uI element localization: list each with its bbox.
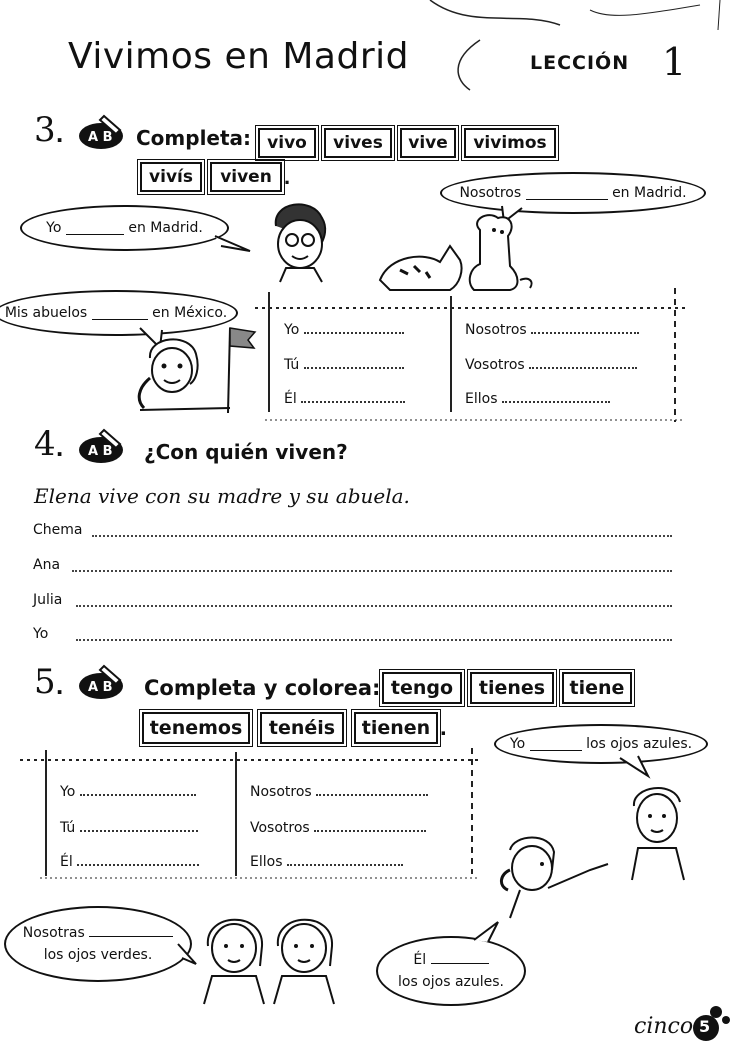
word-box-tienen: tienen [354, 712, 438, 744]
word-box-tienes: tienes [470, 672, 554, 704]
exercise-4-dot: . [56, 432, 64, 462]
bubble-tail [620, 756, 660, 780]
answer-label-ana: Ana [33, 557, 61, 573]
girl-with-flag-illustration [130, 318, 250, 418]
answer-label-yo: Yo [33, 626, 49, 642]
word-box-vivo: vivo [258, 128, 316, 158]
table-row: Vosotros [250, 818, 426, 836]
lesson-number: 1 [662, 40, 687, 84]
table-row: Él [60, 852, 199, 870]
answer-label-julia: Julia [33, 592, 63, 608]
table-row: Ellos [250, 852, 403, 870]
lesson-label: LECCIÓN [530, 52, 630, 74]
two-girls-illustration [200, 906, 340, 1006]
page-title: Vivimos en Madrid [68, 36, 409, 77]
exercise-5-heading: Completa y colorea: [144, 676, 381, 700]
exercise-5-dot: . [56, 670, 64, 700]
word-box-teneis: tenéis [260, 712, 344, 744]
boy-illustration [262, 198, 342, 288]
table-row: Yo [60, 782, 196, 800]
bubble-tail [474, 922, 504, 952]
bubble-tail [215, 236, 255, 256]
pencil-abc-icon [76, 662, 126, 702]
speech-bubble-yo: Yo en Madrid. [20, 205, 229, 251]
exercise-4-number: 4 [34, 424, 56, 464]
answer-line [72, 569, 672, 572]
exercise-3-dot: . [56, 118, 64, 148]
table-row: Tú [60, 818, 198, 836]
word-box-tenemos: tenemos [142, 712, 250, 744]
table-row: Vosotros [465, 355, 637, 373]
exercise-3-period: . [284, 164, 291, 189]
speech-bubble-el: Él los ojos azules. [376, 936, 526, 1006]
table-row: Él [284, 389, 405, 407]
exercise-5-period: . [440, 714, 447, 741]
cat-and-dog-illustration [370, 210, 540, 300]
word-box-vivimos: vivimos [464, 128, 556, 158]
speech-bubble-yo-ojos: Yo los ojos azules. [494, 724, 708, 764]
exercise-4-heading: ¿Con quién viven? [144, 440, 348, 464]
svg-text:A B: A B [88, 130, 113, 145]
table-row: Ellos [465, 389, 610, 407]
page-number: 5 [699, 1017, 711, 1036]
speech-bubble-abuelos: Mis abuelos en México. [0, 290, 238, 336]
pencil-abc-icon [76, 112, 126, 152]
girl-pointing-illustration [490, 830, 620, 920]
answer-line [76, 604, 672, 607]
word-box-vivis: vivís [140, 162, 202, 192]
table-row: Tú [284, 355, 404, 373]
word-box-vive: vive [400, 128, 456, 158]
word-box-tengo: tengo [382, 672, 462, 704]
boy-illustration [624, 782, 694, 882]
answer-line [76, 638, 672, 641]
word-box-tiene: tiene [562, 672, 632, 704]
speech-bubble-nosotras: Nosotras los ojos verdes. [4, 906, 192, 982]
exercise-3-number: 3 [34, 110, 56, 150]
pencil-abc-icon [76, 426, 126, 466]
answer-line [92, 534, 672, 537]
svg-text:A B: A B [88, 444, 113, 459]
table-row: Nosotros [250, 782, 428, 800]
table-row: Nosotros [465, 320, 639, 338]
answer-label-chema: Chema [33, 522, 83, 538]
word-box-vives: vives [324, 128, 392, 158]
svg-text:A B: A B [88, 680, 113, 695]
page-word: cinco [634, 1014, 694, 1039]
speech-bubble-nosotros: Nosotros en Madrid. [440, 172, 706, 214]
word-box-viven: viven [210, 162, 282, 192]
exercise-5-number: 5 [34, 662, 56, 702]
table-row: Yo [284, 320, 404, 338]
exercise-3-heading: Completa: [136, 126, 252, 150]
example-sentence: Elena vive con su madre y su abuela. [34, 484, 410, 508]
